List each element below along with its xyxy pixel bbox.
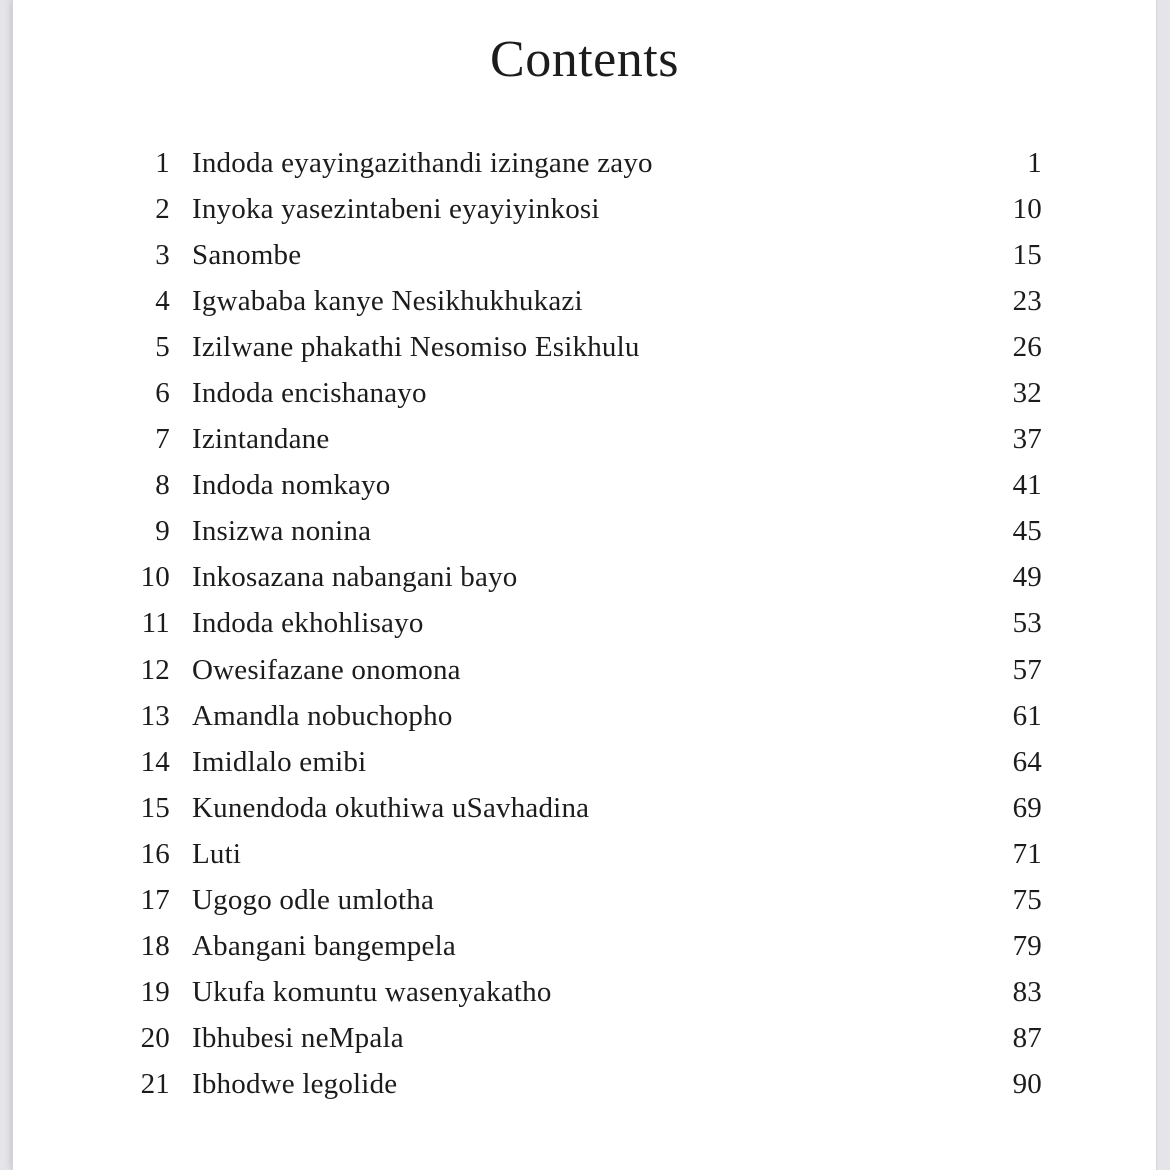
toc-entry[interactable] <box>13 555 1042 601</box>
chapter-title: Sanombe <box>192 238 302 271</box>
chapter-number: 19 <box>140 976 170 1009</box>
chapter-page-number: 23 <box>1012 284 1042 317</box>
chapter-title: Indoda nomkayo <box>192 469 391 502</box>
chapter-number: 11 <box>141 607 170 640</box>
chapter-page-number: 45 <box>1012 515 1042 548</box>
toc-entry[interactable] <box>13 693 1042 739</box>
chapter-title: Amandla nobuchopho <box>192 699 453 732</box>
toc-entry[interactable] <box>13 278 1042 324</box>
toc-entry[interactable] <box>13 924 1042 970</box>
chapter-title: Ibhodwe legolide <box>192 1068 398 1101</box>
chapter-page-number: 32 <box>1012 377 1042 410</box>
chapter-number: 3 <box>155 238 170 271</box>
chapter-number: 16 <box>140 837 170 870</box>
toc-entry[interactable] <box>13 1062 1042 1108</box>
chapter-title: Izilwane phakathi Nesomiso Esikhulu <box>192 330 640 363</box>
chapter-title: Insizwa nonina <box>192 515 372 548</box>
chapter-page-number: 15 <box>1012 238 1042 271</box>
toc-entry[interactable] <box>13 140 1042 186</box>
chapter-title: Indoda encishanayo <box>192 377 427 410</box>
toc-entry[interactable] <box>13 324 1042 370</box>
chapter-page-number: 57 <box>1012 653 1042 686</box>
chapter-page-number: 75 <box>1012 884 1042 917</box>
chapter-number: 1 <box>155 146 170 179</box>
chapter-title: Igwababa kanye Nesikhukhukazi <box>192 284 583 317</box>
chapter-page-number: 87 <box>1012 1022 1042 1055</box>
chapter-number: 13 <box>140 699 170 732</box>
chapter-page-number: 49 <box>1012 561 1042 594</box>
chapter-title: Inkosazana nabangani bayo <box>192 561 518 594</box>
chapter-number: 12 <box>140 653 170 686</box>
chapter-title: Ugogo odle umlotha <box>192 884 435 917</box>
toc-entry[interactable] <box>13 186 1042 232</box>
chapter-page-number: 79 <box>1012 930 1042 963</box>
toc-entry[interactable] <box>13 831 1042 877</box>
toc-entry[interactable] <box>13 509 1042 555</box>
toc-entry[interactable] <box>13 370 1042 416</box>
chapter-number: 5 <box>155 330 170 363</box>
contents-page <box>12 0 1157 1170</box>
chapter-number: 20 <box>140 1022 170 1055</box>
chapter-page-number: 71 <box>1012 837 1042 870</box>
chapter-number: 21 <box>140 1068 170 1101</box>
chapter-page-number: 64 <box>1012 745 1042 778</box>
toc-entry[interactable] <box>13 1016 1042 1062</box>
chapter-page-number: 83 <box>1012 976 1042 1009</box>
toc-entry[interactable] <box>13 232 1042 278</box>
chapter-page-number: 26 <box>1012 330 1042 363</box>
chapter-title: Abangani bangempela <box>192 930 456 963</box>
chapter-number: 8 <box>155 469 170 502</box>
chapter-page-number: 37 <box>1012 423 1042 456</box>
chapter-title: Indoda eyayingazithandi izingane zayo <box>192 146 653 179</box>
chapter-title: Ukufa komuntu wasenyakatho <box>192 976 552 1009</box>
right-page-gutter <box>1157 0 1170 1170</box>
toc-entry[interactable] <box>13 417 1042 463</box>
chapter-page-number: 61 <box>1012 699 1042 732</box>
chapter-title: Indoda ekhohlisayo <box>192 607 424 640</box>
chapter-title: Luti <box>192 837 242 870</box>
toc-entry[interactable] <box>13 785 1042 831</box>
toc-entry[interactable] <box>13 739 1042 785</box>
toc-list <box>13 140 1042 1108</box>
chapter-number: 2 <box>155 192 170 225</box>
page-title: Contents <box>490 31 679 88</box>
chapter-page-number: 41 <box>1012 469 1042 502</box>
chapter-page-number: 1 <box>1027 146 1042 179</box>
chapter-title: Ibhubesi neMpala <box>192 1022 404 1055</box>
toc-entry[interactable] <box>13 970 1042 1016</box>
chapter-title: Imidlalo emibi <box>192 745 367 778</box>
chapter-number: 18 <box>140 930 170 963</box>
toc-entry[interactable] <box>13 463 1042 509</box>
chapter-number: 6 <box>155 377 170 410</box>
chapter-number: 15 <box>140 791 170 824</box>
chapter-number: 10 <box>140 561 170 594</box>
chapter-number: 9 <box>155 515 170 548</box>
chapter-page-number: 53 <box>1012 607 1042 640</box>
chapter-number: 7 <box>155 423 170 456</box>
chapter-title: Owesifazane onomona <box>192 653 461 686</box>
chapter-number: 14 <box>140 745 170 778</box>
chapter-page-number: 69 <box>1012 791 1042 824</box>
left-page-gutter <box>0 0 12 1170</box>
chapter-title: Izintandane <box>192 423 330 456</box>
chapter-title: Kunendoda okuthiwa uSavhadina <box>192 791 590 824</box>
toc-entry[interactable] <box>13 878 1042 924</box>
chapter-title: Inyoka yasezintabeni eyayiyinkosi <box>192 192 600 225</box>
chapter-number: 17 <box>140 884 170 917</box>
chapter-page-number: 90 <box>1012 1068 1042 1101</box>
toc-entry[interactable] <box>13 601 1042 647</box>
chapter-page-number: 10 <box>1012 192 1042 225</box>
toc-entry[interactable] <box>13 647 1042 693</box>
chapter-number: 4 <box>155 284 170 317</box>
